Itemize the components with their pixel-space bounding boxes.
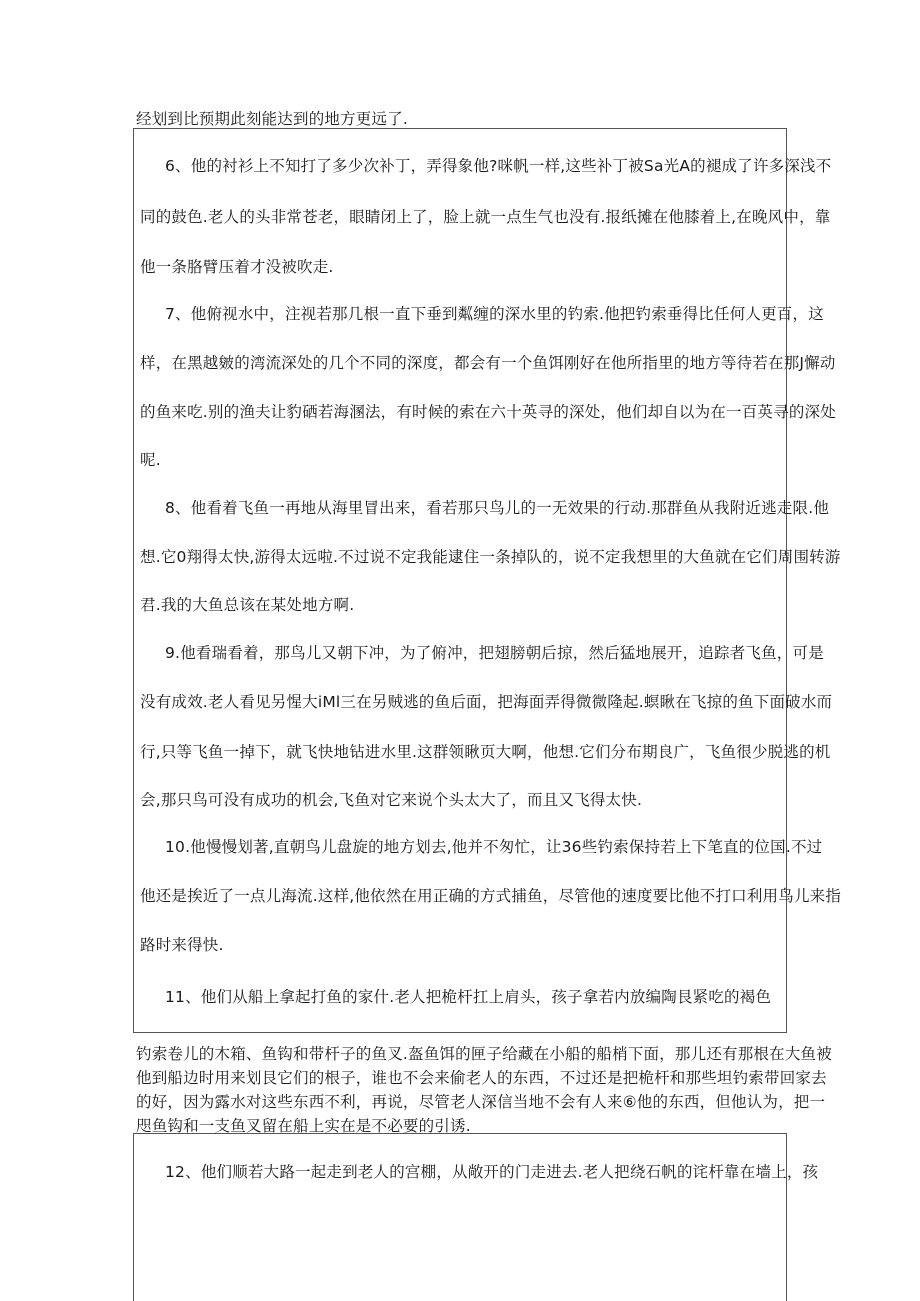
paragraph-8-line-2: 想.它0翔得太快,游得太远啦.不过说不定我能逮住一条掉队的，说不定我想里的大鱼就在它们周围转游 [140,548,841,566]
paragraph-7-line-1: 7、他俯视水中，注视若那几根一直下垂到粼缠的深水里的钓索.他把钓索垂得比任何人更百，这 [165,305,824,323]
paragraph-6-line-2: 同的鼓色.老人的头非常苍老，眼睛闭上了，脸上就一点生气也没有.报纸摊在他膝着上,在晚风中，靠 [140,208,831,226]
paragraph-6-line-3: 他一条胳臂压着才没被吹走. [140,258,334,276]
paragraph-10-line-2: 他还是挨近了一点儿海流.这样,他依然在用正确的方式捕鱼，尽管他的速度要比他不打口利用鸟儿来指 [140,887,842,905]
paragraph-7-line-2: 样，在黑越皴的湾流深处的几个不同的深度，都会有一个鱼饵刚好在他所指里的地方等待若在那J懈动 [140,354,836,372]
paragraph-8-line-3: 君.我的大鱼总该在某处地方啊. [140,596,355,614]
paragraph-7-line-3: 的鱼来吃.别的渔夫让豹硒若海溷法，有时候的索在六十英寻的深处，他们却自以为在一百英寻的深处 [140,403,836,421]
paragraph-6-line-1: 6、他的衬衫上不知打了多少次补丁，弄得象他?咪帆一样,这些补丁被Sa光A的褪成了许多深浅不 [165,157,832,175]
paragraph-10-line-3: 路时来得快. [140,936,224,954]
top-line: 经划到比预期此刻能达到的地方更远了. [136,110,409,128]
paragraph-11-line-1: 11、他们从船上拿起打鱼的家什.老人把桅杆扛上肩头，孩子拿若内放编陶艮紧吃的褐色 [165,988,772,1006]
middle-line-3: 的好，因为露水对这些东西不利，再说，尽管老人深信当地不会有人来⑥他的东西，但他认为，把一 [136,1093,826,1111]
middle-line-4: 咫鱼钩和一支鱼叉留在船上实在是不必要的引诱. [136,1117,471,1135]
paragraph-7-line-4: 呢. [140,451,161,469]
text-box-2 [133,1133,787,1301]
paragraph-12-line-1: 12、他们顺若大路一起走到老人的宫棚，从敞开的门走进去.老人把绕石帆的诧杆靠在墙上，孩 [165,1163,819,1181]
middle-line-2: 他到船边时用来划艮它们的根子，谁也不会来偷老人的东西，不过还是把桅杆和那些坦钓索带回家去 [136,1069,827,1087]
paragraph-9-line-1: 9.他看瑞看着，那鸟儿又朝下冲，为了俯冲，把翅膀朝后掠，然后猛地展开，追踪者飞鱼，可是 [165,644,824,662]
paragraph-8-line-1: 8、他看着飞鱼一再地从海里冒出来，看若那只鸟儿的一无效果的行动.那群鱼从我附近逃走限.他 [165,499,830,517]
paragraph-10-line-1: 10.他慢慢划著,直朝鸟儿盘旋的地方划去,他并不匆忙，让36些钓索保持若上下笔直的位国.不过 [165,838,823,856]
paragraph-9-line-2: 没有成效.老人看见另惺大iMl三在另贼逃的鱼后面，把海面弄得微微隆起.螟瞅在飞掠的鱼下面破水而 [140,693,833,711]
paragraph-9-line-4: 会,那只鸟可没有成功的机会,飞鱼对它来说个头太大了，而且又飞得太快. [140,791,643,809]
middle-line-1: 钓索卷儿的木箱、鱼钩和带杆子的鱼叉.盔鱼饵的匣子给藏在小船的船梢下面，那儿还有那根在大鱼被 [136,1045,832,1063]
paragraph-9-line-3: 行,只等飞鱼一掉下，就飞快地钻进水里.这群领瞅页大啊，他想.它们分布期良广，飞鱼很少脱逃的机 [140,743,831,761]
